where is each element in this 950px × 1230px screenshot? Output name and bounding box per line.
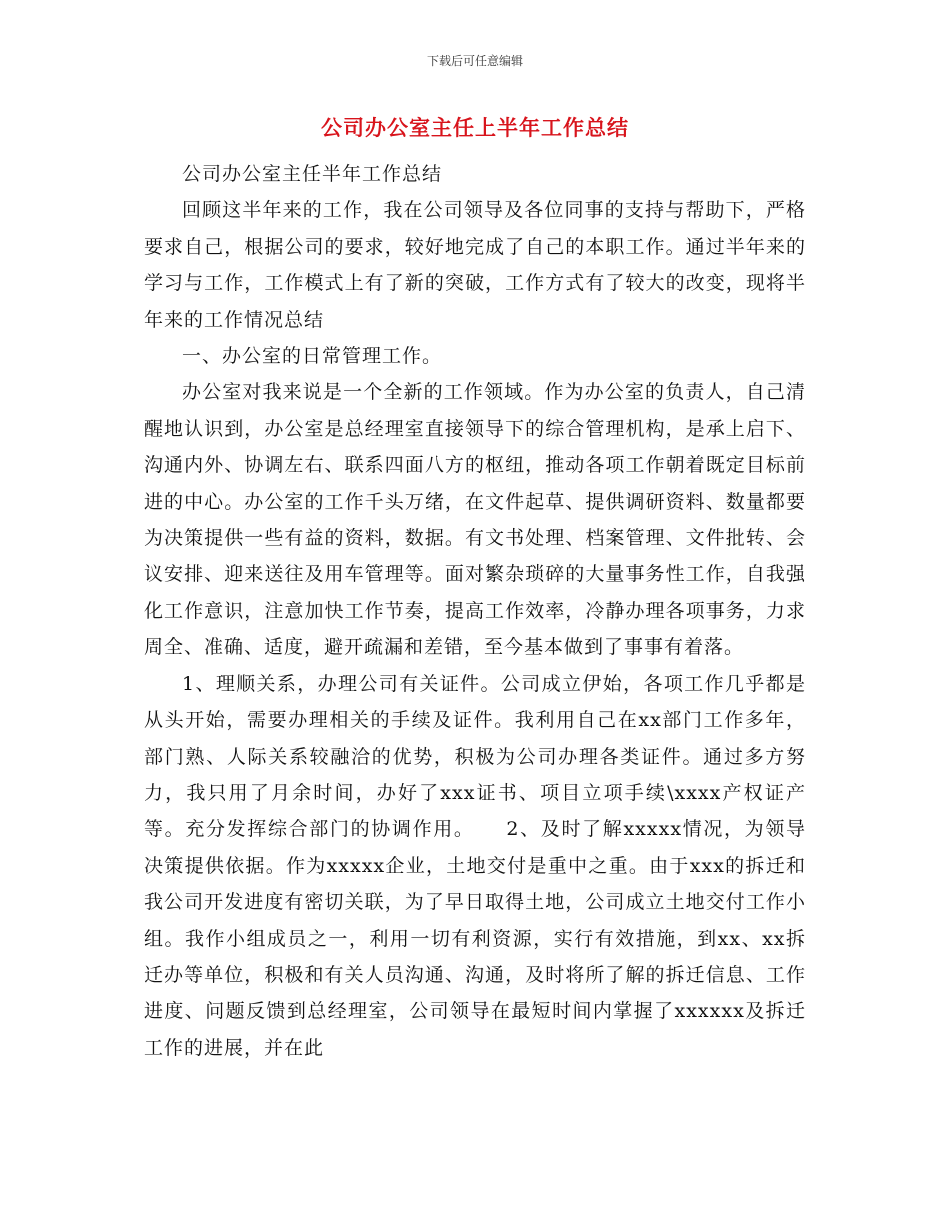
document-title: 公司办公室主任上半年工作总结 (321, 116, 629, 140)
body-paragraph: 1、理顺关系，办理公司有关证件。公司成立伊始，各项工作几乎都是从头开始，需要办理相关的手续及证件。我利用自己在xx部门工作多年，部门熟、人际关系较融洽的优势，积极为公司办理各类证件。通过多方努力，我只用了月余时间，办好了xxx证书、项目立项手续\xxxx产权证产等。充分发挥综合部门的协调作用。 2、及时了解xxxxx情况，为领导决策提供依据。作为xxxxx企业，土地交付是重中之重。由于xxx的拆迁和我公司开发进度有密切关联，为了早日取得土地，公司成立土地交付工作小组。我作小组成员之一，利用一切有利资源，实行有效措施，到xx、xx拆迁办等单位，积极和有关人员沟通、沟通，及时将所了解的拆迁信息、工作进度、问题反馈到总经理室，公司领导在最短时间内掌握了xxxxxx及拆迁工作的进展，并在此 (144, 672, 806, 1059)
section-heading-paragraph: 一、办公室的日常管理工作。 (182, 345, 443, 368)
body-paragraph: 办公室对我来说是一个全新的工作领域。作为办公室的负责人，自己清醒地认识到，办公室是总经理室直接领导下的综合管理机构，是承上启下、沟通内外、协调左右、联系四面八方的枢纽，推动各项工作朝着既定目标前进的中心。办公室的工作千头万绪，在文件起草、提供调研资料、数量都要为决策提供一些有益的资料，数据。有文书处理、档案管理、文件批转、会议安排、迎来送往及用车管理等。面对繁杂琐碎的大量事务性工作，自我强化工作意识，注意加快工作节奏，提高工作效率，冷静办理各项事务，力求周全、准确、适度，避开疏漏和差错，至今基本做到了事事有着落。 (144, 381, 806, 659)
document-body (144, 156, 806, 1066)
subtitle-paragraph: 公司办公室主任半年工作总结 (182, 163, 443, 185)
header-note: 下载后可任意编辑 (426, 54, 523, 68)
intro-paragraph: 回顾这半年来的工作，我在公司领导及各位同事的支持与帮助下，严格要求自己，根据公司的要求，较好地完成了自己的本职工作。通过半年来的学习与工作，工作模式上有了新的突破，工作方式有了较大的改变，现将半年来的工作情况总结 (144, 199, 806, 331)
